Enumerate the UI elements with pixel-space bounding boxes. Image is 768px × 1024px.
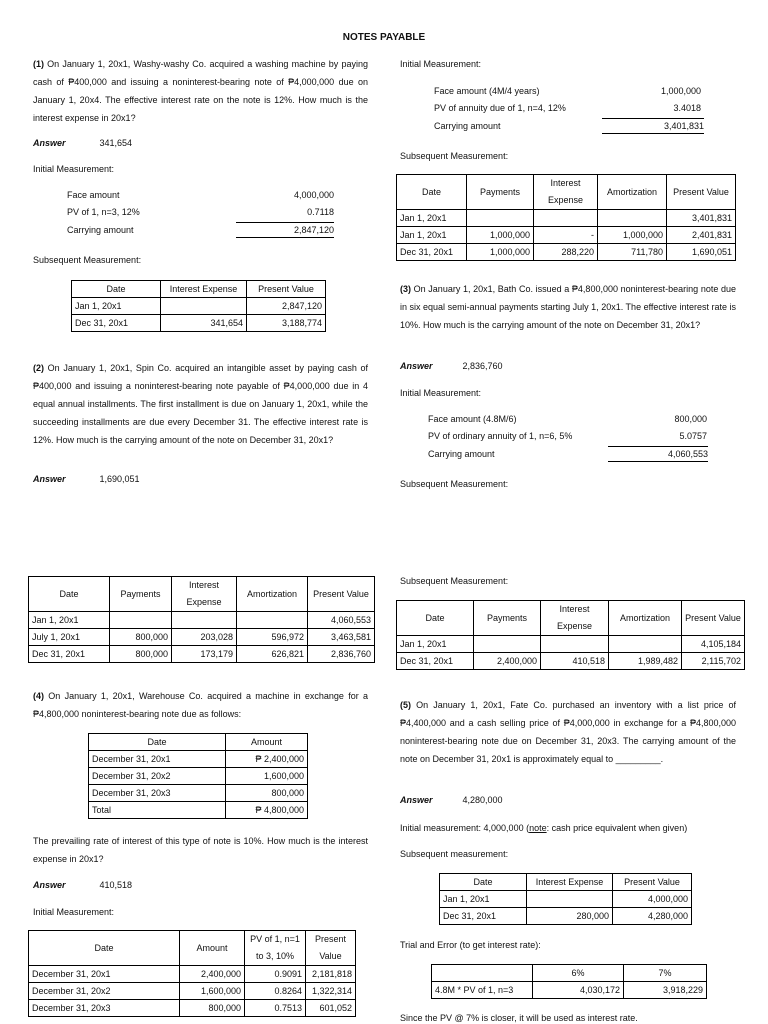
p2-initial-label: Initial Measurement: (400, 59, 482, 69)
table-row: Total ₱ 4,800,000 (89, 802, 308, 819)
table-row: Jan 1, 20x1 4,000,000 (440, 891, 692, 908)
table-header (432, 965, 533, 982)
p2-face-value: 1,000,000 (660, 86, 701, 96)
p2-ca-label: Carrying amount (434, 121, 501, 131)
p3-initial-label: Initial Measurement: (400, 388, 482, 398)
table-header: Payments (467, 175, 534, 210)
p4-pv-table (28, 930, 356, 1017)
p3-face-value: 800,000 (674, 414, 707, 424)
table-header: Date (89, 734, 226, 751)
problem-5-text: (5) On January 1, 20x1, Fate Co. purchased an inventory with a list price of ₱4,400,000 and a cash selling price of ₱4,000,000 in exchange for a ₱4,800,000 noninterest-bearing note due on December 31, 20x3. The carrying amount of the note on December 31, 20x1 is approximately equal to _________. (400, 700, 736, 764)
table-header: Present Value (306, 931, 356, 966)
table-header: Interest Expense (541, 601, 609, 636)
p1-face-value: 4,000,000 (293, 190, 334, 200)
table-header: Interest Expense (534, 175, 598, 210)
table-header: PV of 1, n=1 to 3, 10% (245, 931, 306, 966)
table-row: December 31, 20x2 1,600,000 (89, 768, 308, 785)
table-row: December 31, 20x1 2,400,000 0.9091 2,181,818 (29, 966, 356, 983)
table-header: Amortization (598, 175, 667, 210)
p3-pv-label: PV of ordinary annuity of 1, n=6, 5% (428, 431, 573, 441)
table-header: Present Value (613, 874, 692, 891)
p2-subsequent-label: Subsequent Measurement: (400, 151, 509, 161)
table-header: Date (72, 281, 161, 298)
table-header: Interest Expense (172, 577, 237, 612)
table-header: 6% (533, 965, 624, 982)
p2-ca-value: 3,401,831 (602, 118, 704, 134)
table-header: Date (397, 175, 467, 210)
p5-initial-measurement: Initial measurement: 4,000,000 (note: cash price equivalent when given) (400, 823, 688, 833)
p4-schedule-table (88, 733, 308, 819)
table-row: Dec 31, 20x1 280,000 4,280,000 (440, 908, 692, 925)
table-row: Dec 31, 20x1 1,000,000 288,220 711,780 1,690,051 (397, 244, 736, 261)
table-header: Interest Expense (527, 874, 613, 891)
p5-trial-table (431, 964, 707, 999)
table-header: Present Value (667, 175, 736, 210)
table-header: Date (397, 601, 474, 636)
p2-pv-label: PV of annuity due of 1, n=4, 12% (434, 103, 566, 113)
table-header: Amortization (609, 601, 682, 636)
p1-initial-label: Initial Measurement: (33, 164, 115, 174)
table-header: Payments (110, 577, 172, 612)
problem-2-answer: Answer 1,690,051 (33, 474, 140, 484)
table-row: December 31, 20x3 800,000 0.7513 601,052 (29, 1000, 356, 1017)
table-row: December 31, 20x3 800,000 (89, 785, 308, 802)
problem-3-answer: Answer 2,836,760 (400, 361, 503, 371)
p4-table (396, 600, 745, 670)
table-row: December 31, 20x1 ₱ 2,400,000 (89, 751, 308, 768)
p2-pv-value: 3.4018 (673, 103, 701, 113)
table-header: Date (29, 577, 110, 612)
p1-face-label: Face amount (67, 190, 120, 200)
p4-initial-label: Initial Measurement: (33, 907, 115, 917)
p2-table (396, 174, 736, 261)
table-row: Jan 1, 20x1 2,847,120 (72, 298, 326, 315)
p3-table (28, 576, 375, 663)
problem-5-answer: Answer 4,280,000 (400, 795, 503, 805)
page-title: NOTES PAYABLE (342, 32, 426, 43)
problem-2-text: (2) On January 1, 20x1, Spin Co. acquired an intangible asset by paying cash of ₱400,000 and issuing a noninterest-bearing note payable of ₱4,000,000 due in 4 equal annual installments. The first installment is due on January 1, 20x1, while the succeeding installments are due every December 31. The effective interest rate is 12%. How much is the carrying amount of the note on December 31, 20x1? (33, 363, 368, 445)
p5-trial-label: Trial and Error (to get interest rate): (400, 940, 541, 950)
table-row: Dec 31, 20x1 800,000 173,179 626,821 2,836,760 (29, 646, 375, 663)
problem-4-answer: Answer 410,518 (33, 880, 133, 890)
p4-subsequent-label: Subsequent Measurement: (400, 576, 509, 586)
table-header: Present Value (247, 281, 326, 298)
p1-ca-label: Carrying amount (67, 225, 134, 235)
problem-1-text: (1) On January 1, 20x1, Washy-washy Co. acquired a washing machine by paying cash of ₱400,000 and issuing a noninterest-bearing note of ₱4,000,000 due on January 1, 20x4. The effective interest rate on the note is 12%. How much is the interest expense in 20x1? (33, 59, 368, 123)
table-row: July 1, 20x1 800,000 203,028 596,972 3,463,581 (29, 629, 375, 646)
p2-face-label: Face amount (4M/4 years) (434, 86, 540, 96)
table-row: Dec 31, 20x1 341,654 3,188,774 (72, 315, 326, 332)
p5-conclusion: Since the PV @ 7% is closer, it will be used as interest rate. (400, 1013, 638, 1023)
problem-3-text: (3) On January 1, 20x1, Bath Co. issued a ₱4,800,000 noninterest-bearing note due in six equal semi-annual payments starting July 1, 20x1. The effective interest rate is 10%. How much is the carrying amount of the note on December 31, 20x1? (400, 284, 736, 330)
problem-4-text-2: The prevailing rate of interest of this type of note is 10%. How much is the interest expense in 20x1? (33, 836, 368, 864)
table-header: Present Value (308, 577, 375, 612)
table-header: Date (29, 931, 180, 966)
p5-subsequent-label: Subsequent measurement: (400, 849, 509, 859)
p3-subsequent-label: Subsequent Measurement: (400, 479, 509, 489)
table-row: Jan 1, 20x1 1,000,000 - 1,000,000 2,401,831 (397, 227, 736, 244)
table-header: Amount (226, 734, 308, 751)
table-header: Interest Expense (161, 281, 247, 298)
problem-1-answer: Answer 341,654 (33, 138, 133, 148)
table-header: Date (440, 874, 527, 891)
p3-face-label: Face amount (4.8M/6) (428, 414, 517, 424)
table-row: Jan 1, 20x1 3,401,831 (397, 210, 736, 227)
table-row: December 31, 20x2 1,600,000 0.8264 1,322,314 (29, 983, 356, 1000)
p5-table (439, 873, 692, 925)
p1-subsequent-label: Subsequent Measurement: (33, 255, 142, 265)
problem-4-text: (4) On January 1, 20x1, Warehouse Co. acquired a machine in exchange for a ₱4,800,000 noninterest-bearing note due as follows: (33, 691, 368, 719)
table-header: 7% (624, 965, 707, 982)
table-row: Jan 1, 20x1 4,105,184 (397, 636, 745, 653)
table-header: Amount (180, 931, 245, 966)
p1-ca-value: 2,847,120 (236, 222, 334, 238)
p3-ca-value: 4,060,553 (608, 446, 708, 462)
p1-table (71, 280, 326, 332)
p1-pv-value: 0.7118 (307, 207, 334, 217)
table-row: Jan 1, 20x1 4,060,553 (29, 612, 375, 629)
p1-pv-label: PV of 1, n=3, 12% (67, 207, 140, 217)
table-row: Dec 31, 20x1 2,400,000 410,518 1,989,482 2,115,702 (397, 653, 745, 670)
table-header: Present Value (682, 601, 745, 636)
table-header: Amortization (237, 577, 308, 612)
table-row: 4.8M * PV of 1, n=3 4,030,172 3,918,229 (432, 982, 707, 999)
table-header: Payments (474, 601, 541, 636)
p3-ca-label: Carrying amount (428, 449, 495, 459)
p3-pv-value: 5.0757 (679, 431, 707, 441)
